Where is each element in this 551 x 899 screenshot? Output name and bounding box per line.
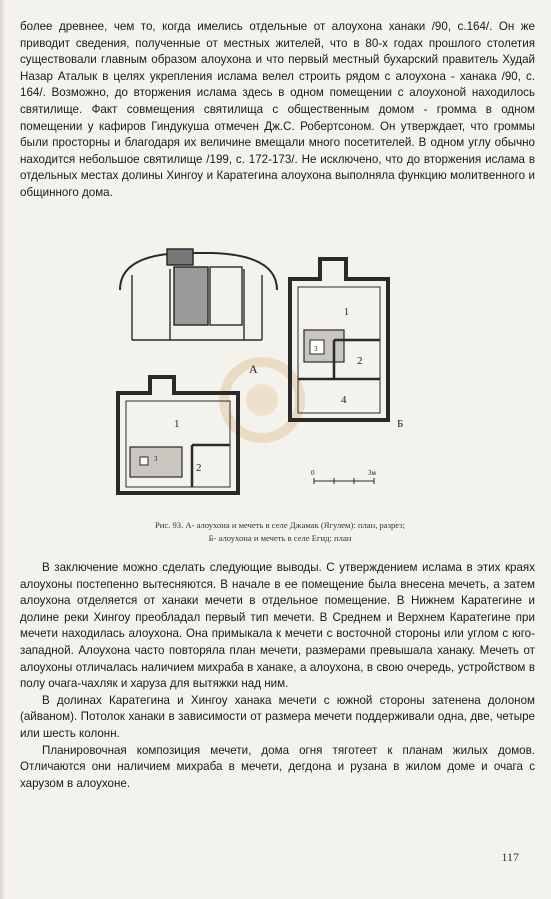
conclusion-paragraph-1: В заключение можно сделать следующие выводы. С утверждением ислама в этих краях алоухоны постепенно вытесняются. В начале в ее помещение была внесена мечеть, а затем алоухона отделяется от ханаки мечети в отдельное помещение. В Нижнем Каратегине и долине реки Хингоу преобладал первый тип мечети. В Среднем и Верхнем Каратегине при мечети находилась алоухона. Она примыкала к мечети с восточной стороны или углом с юго-западной. Алоухона часто повторяла план мечети, размерами превышала ханаку. Мечеть от алоухоны отличалась наличием михраба в ханаке, а алоухона, в свою очередь, устройством в полу очага-чахляк и харуза для вытяжки над ним. (20, 561, 535, 691)
figure-93 (112, 245, 432, 517)
page-edge-shadow (0, 0, 6, 899)
caption-line-2: Б- алоухона и мечеть в селе Егид: план (208, 532, 352, 543)
drawing-a-section (120, 249, 277, 340)
top-paragraph: более древнее, чем то, когда имелись отдельные от алоухона ханаки /90, с.164/. Он же приводит сведения, полученные от местных жителей, что в 80-х годах прошлого столетия существовали главным образом алоухона и что первый местный бухарский правитель Худай Назар Аталык в целях укрепления ислама велел строить рядом с алоухона - ханака /90, с. 164/. Возможно, до вторжения ислама здесь в одном помещении с алоухоной находилось святилище. Факт совмещения святилища с общественным домом - громма в одном помещении у кафиров Гиндукуша отмечен Дж.С. Робертсоном. Он утверждает, что громмы были просторны и благодаря их величине вмещали много посетителей. В одном углу обычно находится небольшое святилище /199, с. 172-173/. Не исключено, что до вторжения ислама в отдельных местах долины Хингоу и Каратегина алоухона выполняла функцию молитвенного и общинного дома. (20, 20, 535, 199)
room-b-3: 3 (314, 345, 318, 353)
room-b-1: 1 (344, 307, 349, 318)
label-b: Б (397, 418, 404, 430)
conclusion-paragraph-2: В долинах Каратегина и Хингоу ханака мечети с южной стороны затенена долоном (айваном). Потолок ханаки в зависимости от размера мечети поддерживали одна, две, четыре или шесть колонн. (20, 693, 535, 740)
figure-caption (70, 519, 490, 544)
room-a-1: 1 (174, 418, 180, 430)
scale-bar (314, 478, 374, 484)
scale-zero: 0 (311, 469, 315, 477)
conclusion-paragraph-3: Планировочная композиция мечети, дома огня тяготеет к планам жилых домов. Отличаются они наличием михраба в мечети, дегдона и рузана в жилом доме и очага с харузом в алоухоне. (20, 743, 535, 790)
top-paragraph-block (20, 19, 535, 202)
drawing-a-plan (118, 377, 238, 493)
room-b-4: 4 (341, 394, 347, 406)
room-a-2: 2 (196, 462, 202, 474)
room-a-3: 3 (154, 455, 158, 463)
label-a: А (249, 362, 258, 376)
page-number: 117 (501, 850, 519, 864)
caption-line-1: Рис. 93. А- алоухона и мечеть в селе Джамак (Ягулем): план, разрез; (154, 520, 405, 530)
room-b-2: 2 (357, 355, 363, 367)
scale-end: 3м (368, 469, 376, 477)
plan-drawings (112, 245, 432, 517)
conclusion-block (20, 560, 535, 792)
